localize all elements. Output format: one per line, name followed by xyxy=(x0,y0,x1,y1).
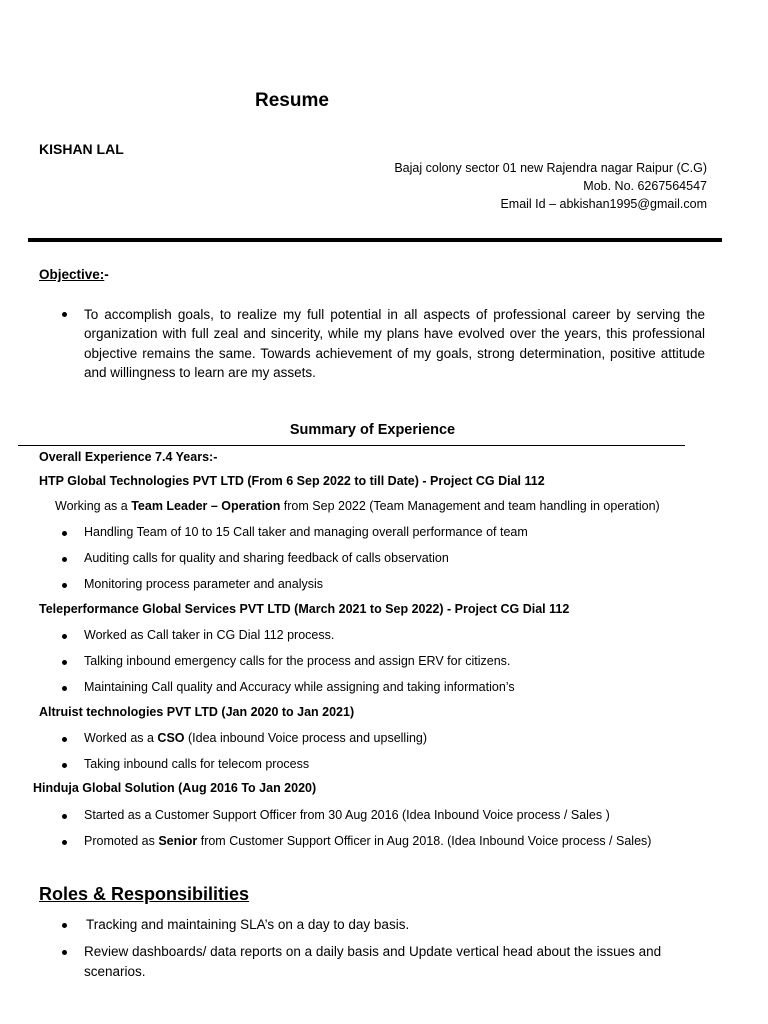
job-role-line xyxy=(55,499,660,513)
job-bullet: Maintaining Call quality and Accuracy while assigning and taking information’s xyxy=(84,680,515,694)
bullet-icon xyxy=(62,686,67,691)
job-company: Hinduja Global Solution (Aug 2016 To Jan 2020) xyxy=(33,781,317,795)
bullet-icon xyxy=(62,312,67,317)
bullet-icon xyxy=(62,557,67,562)
objective-text: To accomplish goals, to realize my full potential in all aspects of professional career by serving the organization with full zeal and sincerity, while my plans have evolved over the years, this professional objective remains the same. Towards achievement of my goals, strong determination, positive attitude and willingness to learn are my assets. xyxy=(84,307,705,380)
summary-heading: Summary of Experience xyxy=(289,422,456,438)
job-bullet xyxy=(84,834,651,848)
bullet-icon xyxy=(62,531,67,536)
job-bullet-prefix: Worked as a xyxy=(84,731,158,745)
bullet-icon xyxy=(62,660,67,665)
job-bullet-prefix: Promoted as xyxy=(84,834,159,848)
job-bullet: Auditing calls for quality and sharing feedback of calls observation xyxy=(84,551,449,565)
job-role-prefix: Working as a xyxy=(55,499,132,513)
mobile-line: Mob. No. 6267564547 xyxy=(583,179,707,193)
job-bullet: Handling Team of 10 to 15 Call taker and managing overall performance of team xyxy=(84,525,528,539)
email-line: Email Id – abkishan1995@gmail.com xyxy=(500,197,707,211)
roles-heading: Roles & Responsibilities xyxy=(39,884,250,904)
job-company: HTP Global Technologies PVT LTD (From 6 Sep 2022 to till Date) - Project CG Dial 112 xyxy=(39,474,545,488)
job-bullet: Talking inbound emergency calls for the process and assign ERV for citizens. xyxy=(84,654,511,668)
bullet-icon xyxy=(62,763,67,768)
bullet-icon xyxy=(62,583,67,588)
header-divider xyxy=(28,238,722,242)
bullet-icon xyxy=(62,840,67,845)
role-item: Review dashboards/ data reports on a daily basis and Update vertical head about the issues and scenarios. xyxy=(84,944,662,979)
bullet-icon xyxy=(62,814,67,819)
overall-experience: Overall Experience 7.4 Years:- xyxy=(39,450,218,464)
job-bullet: Monitoring process parameter and analysis xyxy=(84,577,324,591)
summary-divider xyxy=(18,445,685,446)
job-role-suffix: from Sep 2022 (Team Management and team handling in operation) xyxy=(280,499,660,513)
role-item: Tracking and maintaining SLA’s on a day to day basis. xyxy=(86,917,410,932)
objective-heading-label: Objective: xyxy=(39,267,105,282)
job-company: Teleperformance Global Services PVT LTD (March 2021 to Sep 2022) - Project CG Dial 112 xyxy=(39,602,570,616)
job-role-title: Team Leader – Operation xyxy=(131,499,281,513)
job-bullet-bold: CSO xyxy=(157,731,185,745)
job-bullet-suffix: (Idea inbound Voice process and upselling) xyxy=(184,731,428,745)
bullet-icon xyxy=(62,923,67,928)
address-line: Bajaj colony sector 01 new Rajendra nagar Raipur (C.G) xyxy=(394,161,707,175)
job-bullet xyxy=(84,731,427,745)
objective-heading xyxy=(39,267,109,282)
job-bullet: Worked as Call taker in CG Dial 112 process. xyxy=(84,628,335,642)
job-bullet: Taking inbound calls for telecom process xyxy=(84,757,310,771)
bullet-icon xyxy=(62,634,67,639)
job-bullet-suffix: from Customer Support Officer in Aug 2018. (Idea Inbound Voice process / Sales) xyxy=(197,834,652,848)
bullet-icon xyxy=(62,950,67,955)
resume-title: Resume xyxy=(255,90,329,111)
job-company: Altruist technologies PVT LTD (Jan 2020 to Jan 2021) xyxy=(39,705,355,719)
objective-heading-suffix: - xyxy=(104,267,109,282)
job-bullet-bold: Senior xyxy=(158,834,198,848)
job-bullet: Started as a Customer Support Officer from 30 Aug 2016 (Idea Inbound Voice process / Sales ) xyxy=(84,808,610,822)
candidate-name: KISHAN LAL xyxy=(39,141,124,157)
bullet-icon xyxy=(62,737,67,742)
